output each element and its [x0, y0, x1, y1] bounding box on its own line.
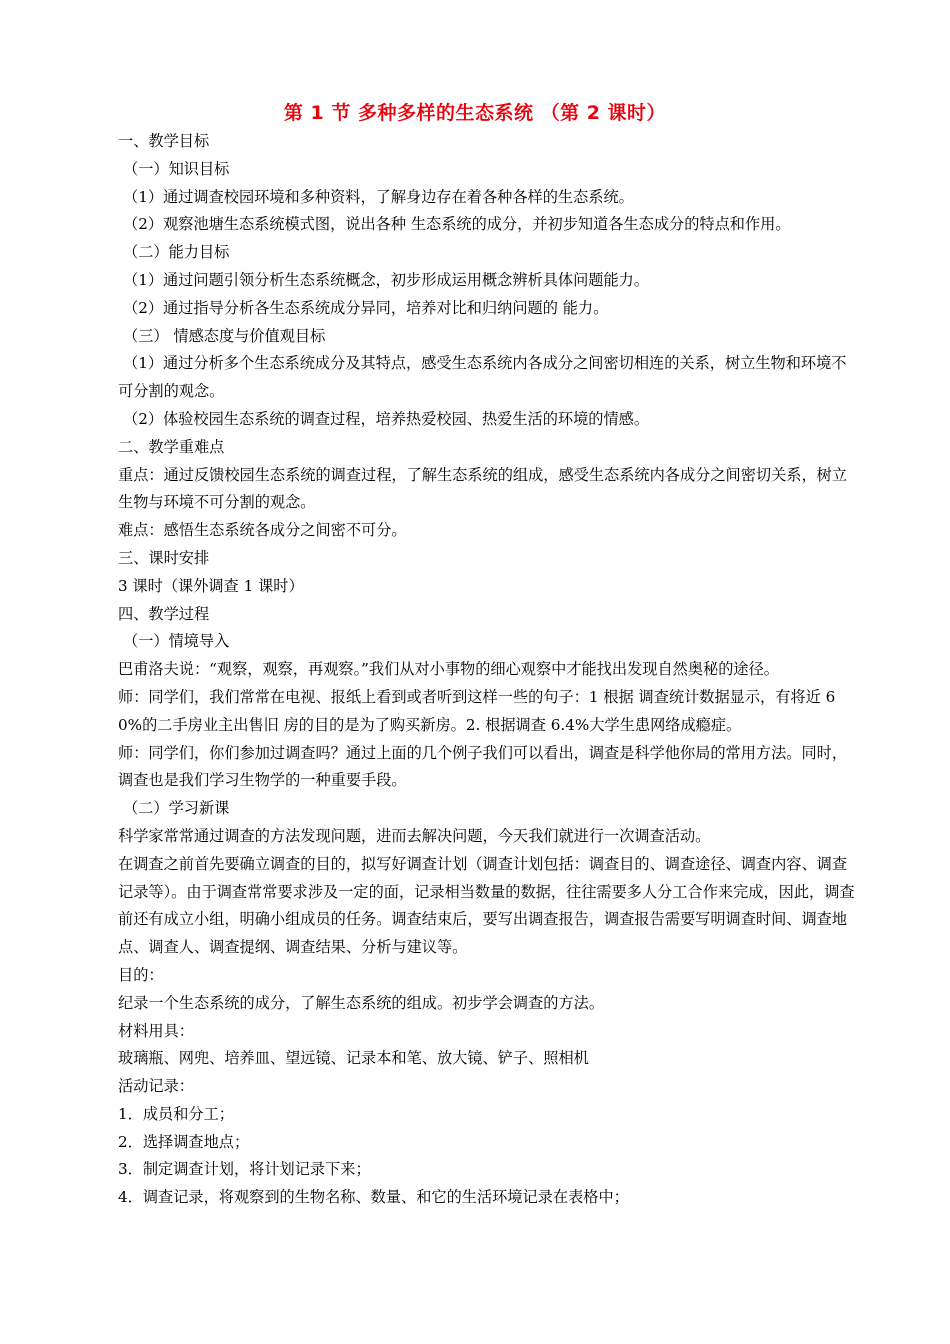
document-paragraph: 难点：感悟生态系统各成分之间密不可分。: [118, 521, 407, 540]
document-paragraph: 2．选择调查地点；: [118, 1132, 250, 1151]
document-paragraph: 材料用具：: [118, 1021, 194, 1040]
document-paragraph: 科学家常常通过调查的方法发现问题，进而去解决问题，今天我们就进行一次调查活动。: [118, 826, 711, 845]
document-paragraph: 活动记录：: [118, 1077, 194, 1096]
document-paragraph: （2）观察池塘生态系统模式图，说出各种 生态系统的成分，并初步知道各生态成分的特点和作用。: [123, 215, 791, 234]
document-paragraph: 目的：: [118, 965, 164, 984]
document-body: [118, 128, 858, 1212]
document-paragraph: （1）通过分析多个生态系统成分及其特点，感受生态系统内各成分之间密切相连的关系，树立生物和环境不可分割的观念。: [118, 354, 847, 401]
document-paragraph: （一）情境导入: [123, 632, 230, 651]
document-paragraph: 二、教学重难点: [118, 437, 225, 456]
document-paragraph: 巴甫洛夫说：“观察，观察，再观察。”我们从对小事物的细心观察中才能找出发现自然奥秘的途径。: [118, 660, 779, 679]
document-paragraph: （1）通过调查校园环境和多种资料，了解身边存在着各种各样的生态系统。: [123, 187, 634, 206]
document-paragraph: 纪录一个生态系统的成分，了解生态系统的组成。初步学会调查的方法。: [118, 993, 604, 1012]
document-paragraph: （二）能力目标: [123, 243, 230, 262]
document-paragraph: （2）通过指导分析各生态系统成分异同，培养对比和归纳问题的 能力。: [123, 298, 609, 317]
document-paragraph: （1）通过问题引领分析生态系统概念，初步形成运用概念辨析具体问题能力。: [123, 270, 650, 289]
document-paragraph: 4．调查记录，将观察到的生物名称、数量、和它的生活环境记录在表格中；: [118, 1188, 629, 1207]
document-paragraph: 师：同学们，我们常常在电视、报纸上看到或者听到这样一些的句子：1 根据 调查统计数据显示，有将近 60%的二手房业主出售旧 房的目的是为了购买新房。2. 根据调查 6.4%大学生患网络成瘾症。: [118, 687, 836, 734]
document-paragraph: （2）体验校园生态系统的调查过程，培养热爱校园、热爱生活的环境的情感。: [123, 409, 650, 428]
document-paragraph: 三、课时安排: [118, 548, 210, 567]
document-title: 第 1 节 多种多样的生态系统 （第 2 课时）: [283, 102, 667, 124]
document-paragraph: 四、教学过程: [118, 604, 210, 623]
document-paragraph: 1．成员和分工；: [118, 1104, 234, 1123]
document-paragraph: （一）知识目标: [123, 159, 230, 178]
document-paragraph: 师：同学们，你们参加过调查吗？通过上面的几个例子我们可以看出，调查是科学他你局的常用方法。同时，调查也是我们学习生物学的一种重要手段。: [118, 743, 847, 790]
document-paragraph: 一、教学目标: [118, 132, 210, 150]
document-paragraph: （二）学习新课: [123, 799, 230, 818]
document-paragraph: 3 课时（课外调查 1 课时）: [118, 576, 304, 595]
document-paragraph: （三） 情感态度与价值观目标: [123, 326, 326, 345]
document-paragraph: 3．制定调查计划，将计划记录下来；: [118, 1160, 371, 1179]
document-paragraph: 在调查之前首先要确立调查的目的，拟写好调查计划（调查计划包括：调查目的、调查途径、调查内容、调查记录等）。由于调查常常要求涉及一定的面，记录相当数量的数据，往往需要多人分工合作来完成，因此，调查前还有成立小组，明确小组成员的任务。调查结束后，要写出调查报告，调查报告需要写明调查时间、调查地点、调查人、调查提纲、调查结果、分析与建议等。: [118, 854, 855, 957]
document-paragraph: 重点：通过反馈校园生态系统的调查过程，了解生态系统的组成，感受生态系统内各成分之间密切关系，树立生物与环境不可分割的观念。: [118, 465, 847, 512]
document-paragraph: 玻璃瓶、网兜、培养皿、望远镜、记录本和笔、放大镜、铲子、照相机: [118, 1049, 589, 1068]
